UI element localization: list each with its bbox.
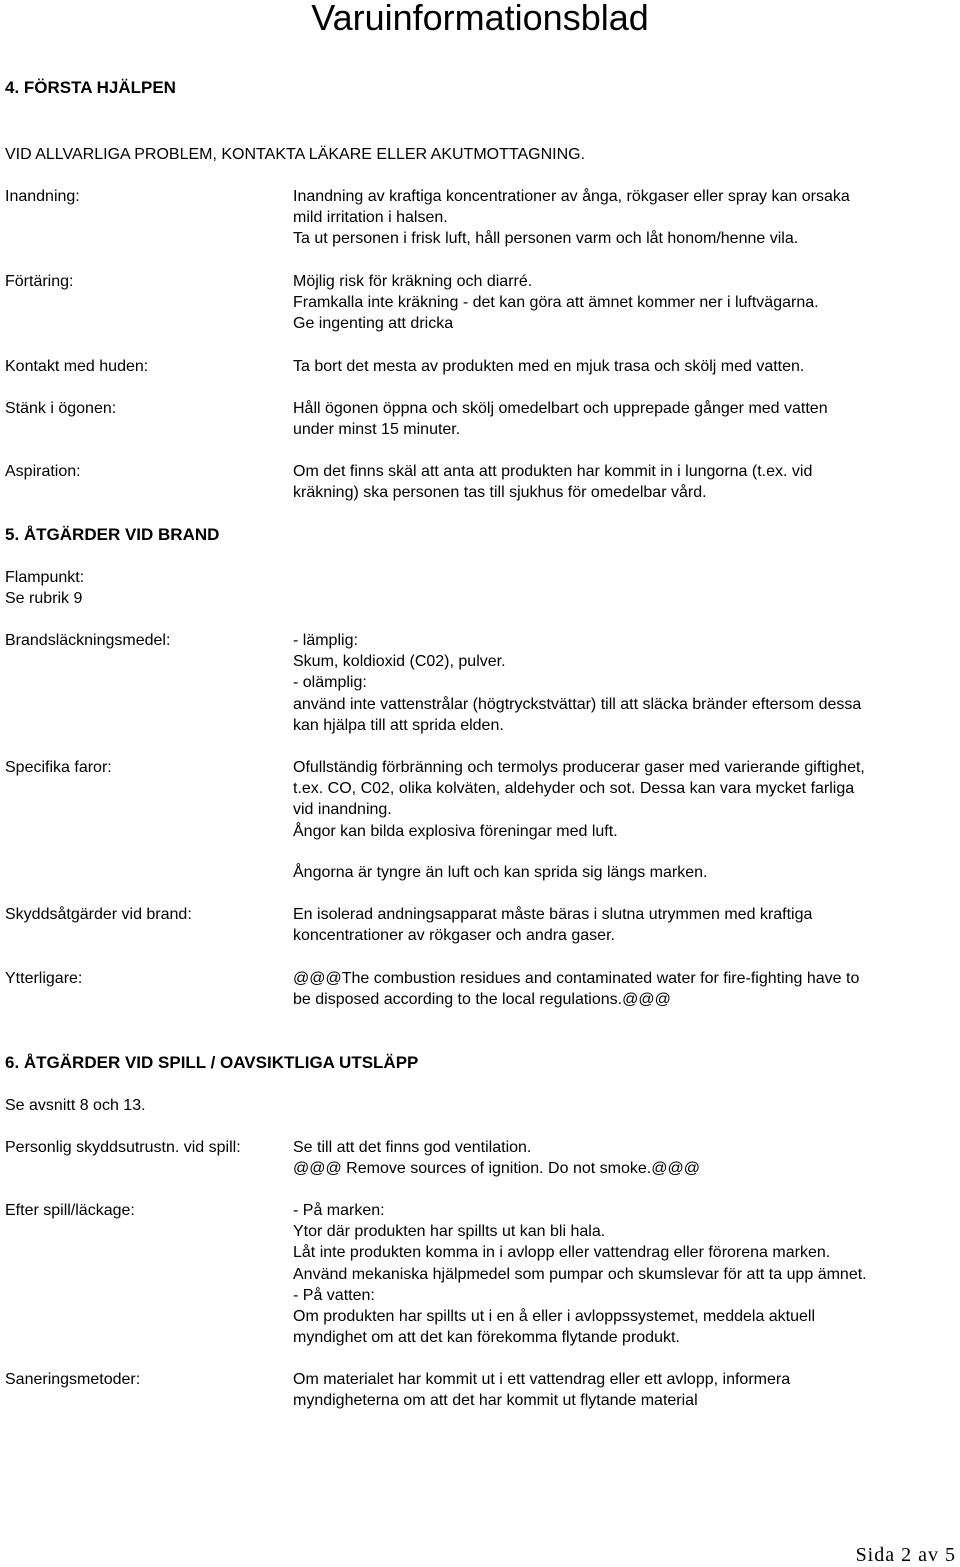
hazards-label: Specifika faror: — [5, 759, 112, 776]
text-line: Skum, koldioxid (C02), pulver. — [293, 653, 506, 671]
text-line: Ta ut personen i frisk luft, håll personen varm och låt honom/henne vila. — [293, 230, 799, 248]
text-line: En isolerad andningsapparat måste bäras i slutna utrymmen med kraftiga — [293, 906, 813, 923]
fire-protection-text — [293, 904, 812, 946]
text-line: Låt inte produkten komma in i avlopp eller vattendrag eller förorena marken. — [293, 1244, 831, 1262]
text-line: Ytor där produkten har spillts ut kan bli hala. — [293, 1223, 606, 1241]
text-line: Möjlig risk för kräkning och diarré. — [293, 273, 533, 290]
document-title: Varuinformationsblad — [311, 0, 649, 38]
skin-contact-label: Kontakt med huden: — [5, 358, 149, 375]
text-line: Om det finns skäl att anta att produkten har kommit in i lungorna (t.ex. vid — [293, 463, 813, 480]
text-line: - olämplig: — [293, 674, 367, 692]
text-line: - På vatten: — [293, 1286, 375, 1304]
vapour-text — [293, 862, 707, 883]
page-number: Sida 2 av 5 — [855, 1544, 956, 1566]
see-section-text: Se avsnitt 8 och 13. — [5, 1097, 146, 1114]
extinguishing-label: Brandsläckningsmedel: — [5, 632, 171, 649]
spill-label: Efter spill/läckage: — [5, 1202, 135, 1219]
spill-text — [293, 1200, 867, 1348]
aspiration-text — [293, 461, 812, 503]
text-line: Om produkten har spillts ut i en å eller i avloppssystemet, meddela aktuell — [293, 1308, 816, 1326]
text-line: Håll ögonen öppna och skölj omedelbart och upprepade gånger med vatten — [293, 400, 828, 417]
text-line: Om materialet har kommit ut i ett vattendrag eller ett avlopp, informera — [293, 1371, 791, 1388]
text-line: Ofullständig förbränning och termolys producerar gaser med varierande giftighet, — [293, 759, 865, 776]
text-line: under minst 15 minuter. — [293, 421, 461, 439]
further-info-text — [293, 968, 859, 1010]
skin-contact-text — [293, 356, 804, 377]
text-line: Ge ingenting att dricka — [293, 315, 454, 333]
section-6-heading: 6. ÅTGÄRDER VID SPILL / OAVSIKTLIGA UTSLÄPP — [5, 1053, 419, 1072]
text-line: Ta bort det mesta av produkten med en mjuk trasa och skölj med vatten. — [293, 358, 805, 375]
text-line: - lämplig: — [293, 632, 358, 649]
text-line: Använd mekaniska hjälpmedel som pumpar och skumslevar för att ta upp ämnet. — [293, 1265, 867, 1283]
text-line: t.ex. CO, C02, olika kolväten, aldehyder och sot. Dessa kan vara mycket farliga — [293, 780, 855, 798]
text-line: Ångor kan bilda explosiva föreningar med luft. — [293, 822, 618, 840]
text-line: vid inandning. — [293, 801, 392, 819]
text-line: myndigheterna om att det har kommit ut flytande material — [293, 1392, 698, 1410]
text-line: koncentrationer av rökgaser och andra gaser. — [293, 927, 615, 945]
inhalation-text — [293, 186, 850, 250]
text-line: - På marken: — [293, 1202, 385, 1219]
text-line: @@@The combustion residues and contaminated water for fire-fighting have to — [293, 970, 860, 987]
text-line: mild irritation i halsen. — [293, 209, 448, 227]
extinguishing-text — [293, 630, 861, 736]
text-line: myndighet om att det kan förekomma flytande produkt. — [293, 1329, 680, 1347]
fire-protection-label: Skyddsåtgärder vid brand: — [5, 906, 192, 923]
ingestion-label: Förtäring: — [5, 273, 74, 290]
aspiration-label: Aspiration: — [5, 463, 81, 480]
cleanup-label: Saneringsmetoder: — [5, 1371, 141, 1388]
cleanup-text — [293, 1369, 790, 1411]
text-line: Ångorna är tyngre än luft och kan sprida sig längs marken. — [293, 864, 708, 881]
hazards-text — [293, 757, 865, 842]
eye-contact-text — [293, 398, 828, 440]
ingestion-text — [293, 271, 819, 335]
flashpoint-label: Flampunkt: — [5, 569, 85, 586]
section-4-heading: 4. FÖRSTA HJÄLPEN — [5, 78, 176, 97]
eye-contact-label: Stänk i ögonen: — [5, 400, 117, 417]
text-line: kräkning) ska personen tas till sjukhus för omedelbar vård. — [293, 484, 707, 502]
inhalation-label: Inandning: — [5, 188, 80, 205]
text-line: be disposed according to the local regulations.@@@ — [293, 991, 671, 1009]
text-line: Se till att det finns god ventilation. — [293, 1139, 532, 1156]
text-line: använd inte vattenstrålar (högtryckstvättar) till att släcka bränder eftersom dessa — [293, 695, 862, 713]
section-5-heading: 5. ÅTGÄRDER VID BRAND — [5, 525, 220, 544]
text-line: @@@ Remove sources of ignition. Do not smoke.@@@ — [293, 1160, 700, 1178]
text-line: Framkalla inte kräkning - det kan göra att ämnet kommer ner i luftvägarna. — [293, 294, 819, 312]
further-info-label: Ytterligare: — [5, 970, 83, 987]
ppe-label: Personlig skyddsutrustn. vid spill: — [5, 1139, 241, 1156]
text-line: kan hjälpa till att sprida elden. — [293, 716, 504, 734]
ppe-text — [293, 1137, 700, 1179]
text-line: Inandning av kraftiga koncentrationer av ånga, rökgaser eller spray kan orsaka — [293, 188, 850, 205]
flashpoint-value: Se rubrik 9 — [5, 590, 83, 607]
section-4-intro: VID ALLVARLIGA PROBLEM, KONTAKTA LÄKARE ELLER AKUTMOTTAGNING. — [5, 146, 586, 163]
